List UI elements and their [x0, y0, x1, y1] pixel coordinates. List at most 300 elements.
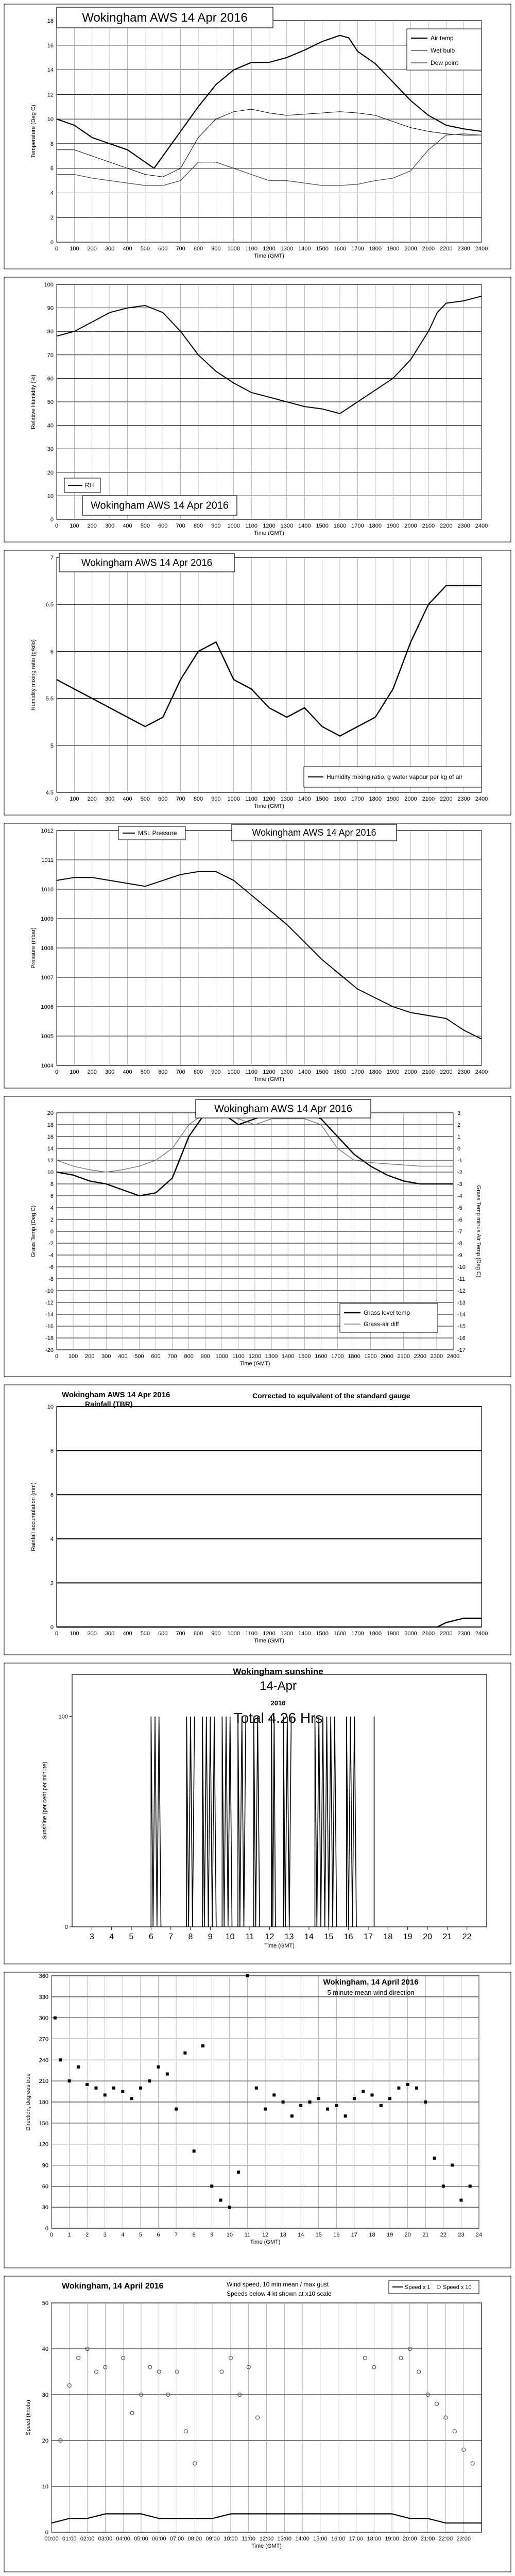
- x-tick-label: 700: [167, 1353, 177, 1360]
- x-tick-label: 400: [123, 246, 132, 252]
- x-tick-label: 1400: [298, 246, 311, 252]
- x-tick-label: 200: [87, 246, 97, 252]
- y-tick-label: 12: [47, 92, 54, 98]
- x-tick-label: 2100: [422, 523, 435, 529]
- x-tick-label: 13:00: [277, 2536, 292, 2542]
- x-tick-label: 1000: [215, 1353, 229, 1360]
- legend-label: MSL Pressure: [138, 829, 177, 837]
- chart-temperature: [0, 0, 515, 273]
- x-tick-label: 800: [193, 796, 203, 802]
- x-tick-label: 2400: [475, 246, 488, 252]
- y2-tick-label: -3: [457, 1181, 462, 1188]
- y-tick-label: 210: [39, 2078, 48, 2085]
- scatter-point: [130, 2097, 133, 2100]
- x-tick-label: 1500: [316, 1069, 329, 1075]
- y-axis-label: Sunshine (per cent per minute): [42, 1761, 48, 1840]
- y2-tick-label: -15: [457, 1324, 466, 1330]
- x-tick-label: 7: [175, 2232, 178, 2238]
- x-tick-label: 1300: [280, 246, 294, 252]
- y-tick-label: 8: [50, 1181, 54, 1188]
- x-tick-label: 02:00: [80, 2536, 95, 2542]
- x-tick-label: 14: [298, 2232, 304, 2238]
- y-tick-label: 10: [47, 1170, 54, 1176]
- y-tick-label: 1010: [41, 887, 54, 893]
- scatter-point: [255, 2087, 258, 2090]
- x-axis-label: Time (GMT): [250, 2239, 281, 2245]
- x-tick-label: 11: [244, 2232, 251, 2238]
- x-tick-label: 900: [200, 1353, 210, 1360]
- y-tick-label: 180: [39, 2099, 48, 2106]
- x-tick-label: 100: [68, 1353, 78, 1360]
- x-tick-label: 2400: [447, 1353, 460, 1360]
- legend-label: Grass-air diff: [364, 1320, 399, 1328]
- x-tick-label: 0: [55, 1631, 59, 1637]
- y-tick-label: 330: [39, 1994, 48, 2001]
- x-tick-label: 200: [84, 1353, 95, 1360]
- y-tick-label: 10: [47, 116, 54, 123]
- x-tick-label: 1200: [263, 1631, 276, 1637]
- legend-box: [340, 1303, 438, 1332]
- y2-tick-label: -13: [457, 1300, 466, 1306]
- scatter-point: [326, 2108, 329, 2111]
- x-tick-label: 100: [70, 1069, 79, 1075]
- x-tick-label: 1700: [331, 1353, 344, 1360]
- y2-tick-label: -9: [457, 1252, 462, 1259]
- x-tick-label: 9: [208, 1933, 213, 1941]
- x-tick-label: 08:00: [187, 2536, 202, 2542]
- scatter-point: [442, 2184, 445, 2188]
- x-tick-label: 1500: [316, 1631, 329, 1637]
- x-tick-label: 700: [176, 246, 185, 252]
- x-tick-label: 14:00: [295, 2536, 310, 2542]
- x-tick-label: 1100: [245, 1069, 258, 1075]
- legend-label: Speed x 1: [405, 2284, 431, 2291]
- y-tick-label: 50: [47, 399, 54, 405]
- x-tick-label: 10: [226, 2232, 233, 2238]
- x-tick-label: 10: [225, 1933, 235, 1941]
- x-tick-label: 2200: [414, 1353, 427, 1360]
- scatter-point: [459, 2199, 462, 2202]
- y-axis-label: Relative Humidity (%): [30, 375, 37, 429]
- x-tick-label: 2000: [404, 796, 417, 802]
- x-tick-label: 1300: [280, 796, 294, 802]
- y-tick-label: 60: [42, 2183, 48, 2190]
- y-tick-label: 1007: [41, 975, 54, 981]
- y-tick-label: 1004: [41, 1063, 54, 1069]
- scatter-point: [157, 2065, 160, 2069]
- y-tick-label: 30: [42, 2392, 48, 2398]
- x-tick-label: 1200: [263, 796, 276, 802]
- y2-tick-label: -2: [457, 1170, 462, 1176]
- x-tick-label: 2000: [404, 1631, 417, 1637]
- y-tick-label: 4: [50, 190, 54, 197]
- scatter-point: [353, 2097, 356, 2100]
- scatter-point: [201, 2044, 204, 2047]
- y2-tick-label: -17: [457, 1347, 466, 1353]
- x-tick-label: 20: [404, 2232, 411, 2238]
- x-tick-label: 19: [403, 1933, 413, 1941]
- y-tick-label: 40: [42, 2346, 48, 2352]
- x-tick-label: 2200: [440, 246, 453, 252]
- x-tick-label: 1700: [351, 246, 364, 252]
- x-tick-label: 1000: [227, 246, 240, 252]
- x-axis-label: Time (GMT): [254, 1638, 284, 1644]
- x-tick-label: 1100: [245, 523, 258, 529]
- chart-sunshine: [0, 1659, 515, 1968]
- y-tick-label: 30: [47, 446, 54, 453]
- x-tick-label: 2: [85, 2232, 89, 2238]
- x-tick-label: 1600: [333, 796, 347, 802]
- x-tick-label: 0: [55, 1069, 59, 1075]
- x-tick-label: 7: [168, 1933, 174, 1941]
- y-tick-label: -18: [45, 1335, 54, 1342]
- x-tick-label: 500: [140, 246, 150, 252]
- x-tick-label: 13: [284, 1933, 294, 1941]
- x-tick-label: 8: [188, 1933, 193, 1941]
- y-tick-label: 1011: [41, 857, 54, 863]
- x-tick-label: 2400: [475, 1069, 488, 1075]
- scatter-point: [54, 2016, 57, 2020]
- scatter-point: [228, 2206, 231, 2209]
- y-axis-label: Direction, degrees true: [25, 2073, 31, 2131]
- x-tick-label: 16: [344, 1933, 353, 1941]
- x-tick-label: 2200: [440, 1631, 453, 1637]
- x-tick-label: 21: [442, 1933, 452, 1941]
- scatter-point: [272, 2093, 276, 2096]
- y-tick-label: 0: [64, 1924, 68, 1930]
- chart-subtitle: Rainfall (TBR): [85, 1400, 133, 1408]
- x-tick-label: 15: [315, 2232, 322, 2238]
- chart-year: 2016: [270, 1699, 286, 1707]
- x-tick-label: 22:00: [438, 2536, 453, 2542]
- x-tick-label: 1200: [263, 1069, 276, 1075]
- scatter-point: [193, 2149, 196, 2153]
- x-tick-label: 1200: [263, 246, 276, 252]
- x-tick-label: 800: [193, 246, 203, 252]
- chart-rainfall: [0, 1381, 515, 1659]
- x-tick-label: 4: [109, 1933, 114, 1941]
- scatter-point: [183, 2052, 186, 2055]
- chart-panel-grass-temp: [0, 1092, 515, 1381]
- chart-panel-humidity: [0, 273, 515, 546]
- y-tick-label: 0: [45, 2530, 48, 2536]
- scatter-point: [121, 2090, 124, 2093]
- y-tick-label: -6: [48, 1264, 54, 1270]
- x-tick-label: 900: [211, 1069, 221, 1075]
- chart-note: Speeds below 4 kt shown at x10 scale: [227, 2290, 332, 2297]
- x-tick-label: 1900: [386, 1631, 400, 1637]
- x-tick-label: 05:00: [134, 2536, 148, 2542]
- x-tick-label: 1900: [386, 1069, 400, 1075]
- y2-tick-label: -14: [457, 1312, 466, 1318]
- y-tick-label: 30: [42, 2205, 48, 2211]
- y-tick-label: 4.5: [45, 790, 54, 796]
- y-tick-label: -2: [48, 1241, 54, 1247]
- x-tick-label: 1800: [369, 796, 382, 802]
- y-tick-label: 40: [47, 422, 54, 429]
- x-tick-label: 2200: [440, 1069, 453, 1075]
- x-tick-label: 500: [140, 523, 150, 529]
- x-tick-label: 15:00: [313, 2536, 328, 2542]
- chart-note: Corrected to equivalent of the standard gauge: [252, 1392, 410, 1400]
- x-tick-label: 1500: [316, 246, 329, 252]
- x-tick-label: 1100: [245, 1631, 258, 1637]
- x-tick-label: 300: [105, 1631, 115, 1637]
- chart-pressure: [0, 819, 515, 1092]
- x-tick-label: 300: [105, 523, 115, 529]
- x-tick-label: 1800: [348, 1353, 360, 1360]
- legend-label: Speed x 10: [443, 2284, 472, 2291]
- x-axis-label: Time (GMT): [264, 1943, 295, 1949]
- y-axis-label: Rainfall accumulation (mm): [30, 1482, 37, 1551]
- x-tick-label: 09:00: [205, 2536, 220, 2542]
- y-tick-label: 10: [47, 493, 54, 500]
- x-tick-label: 600: [158, 1069, 168, 1075]
- y-tick-label: 360: [39, 1973, 48, 1979]
- x-tick-label: 700: [176, 796, 185, 802]
- y-tick-label: 120: [39, 2141, 48, 2148]
- x-tick-label: 800: [184, 1353, 194, 1360]
- x-tick-label: 1000: [227, 1069, 240, 1075]
- x-tick-label: 900: [211, 1631, 221, 1637]
- y2-tick-label: -5: [457, 1205, 462, 1211]
- y-tick-label: 150: [39, 2120, 48, 2127]
- chart-humidity: [0, 273, 515, 546]
- chart-panel-sunshine: [0, 1659, 515, 1968]
- y2-axis-label: Grass Temp minus Air Temp (Deg C): [475, 1185, 482, 1278]
- y-axis-label: Pressure (mbar): [30, 927, 37, 969]
- x-tick-label: 0: [49, 2232, 54, 2238]
- x-tick-label: 14: [304, 1933, 314, 1941]
- x-axis-label: Time (GMT): [254, 530, 284, 536]
- chart-wind-direction: [0, 1968, 515, 2272]
- y2-tick-label: -1: [457, 1158, 462, 1164]
- x-tick-label: 1600: [315, 1353, 328, 1360]
- y-tick-label: 2: [50, 1217, 54, 1223]
- scatter-point: [246, 1974, 249, 1977]
- x-tick-label: 00:00: [44, 2536, 59, 2542]
- x-tick-label: 800: [193, 1631, 203, 1637]
- y-tick-label: 240: [39, 2057, 48, 2064]
- x-tick-label: 0: [55, 796, 59, 802]
- x-tick-label: 5: [139, 2232, 142, 2238]
- x-tick-label: 1400: [281, 1353, 295, 1360]
- x-tick-label: 2000: [404, 1069, 417, 1075]
- y-tick-label: 90: [47, 305, 54, 312]
- x-tick-label: 800: [193, 523, 203, 529]
- y-tick-label: 0: [45, 2226, 48, 2232]
- y-axis-label: Temperature (Deg C): [30, 105, 37, 158]
- y-tick-label: 2: [50, 215, 54, 222]
- x-tick-label: 4: [121, 2232, 125, 2238]
- x-tick-label: 20:00: [403, 2536, 417, 2542]
- x-tick-label: 100: [70, 1631, 79, 1637]
- y-tick-label: 0: [50, 240, 54, 246]
- x-tick-label: 23:00: [456, 2536, 471, 2542]
- x-axis-label: Time (GMT): [254, 1076, 284, 1082]
- x-tick-label: 1000: [227, 796, 240, 802]
- scatter-point: [317, 2097, 320, 2100]
- chart-wind-speed: [0, 2272, 515, 2576]
- x-tick-label: 9: [210, 2232, 214, 2238]
- chart-title: Wokingham AWS 14 Apr 2016: [252, 827, 376, 838]
- x-tick-label: 800: [193, 1069, 203, 1075]
- x-tick-label: 1300: [265, 1353, 278, 1360]
- x-tick-label: 0: [55, 1353, 59, 1360]
- x-tick-label: 0: [55, 246, 59, 252]
- x-tick-label: 300: [105, 796, 115, 802]
- y2-tick-label: -8: [457, 1241, 462, 1247]
- scatter-point: [59, 2058, 62, 2061]
- x-tick-label: 17: [364, 1933, 373, 1941]
- chart-title: Wokingham AWS 14 Apr 2016: [82, 11, 248, 25]
- x-tick-label: 06:00: [151, 2536, 166, 2542]
- x-tick-label: 03:00: [98, 2536, 113, 2542]
- y-tick-label: 270: [39, 2036, 48, 2043]
- x-tick-label: 1100: [245, 796, 258, 802]
- scatter-point: [380, 2104, 383, 2107]
- x-tick-label: 13: [280, 2232, 286, 2238]
- scatter-point: [415, 2087, 418, 2090]
- chart-title: Wokingham, 14 April 2016: [323, 1978, 419, 1987]
- x-tick-label: 2100: [422, 796, 435, 802]
- y2-tick-label: -7: [457, 1229, 462, 1235]
- x-tick-label: 300: [105, 1069, 115, 1075]
- x-tick-label: 500: [140, 1069, 150, 1075]
- x-tick-label: 1900: [386, 246, 400, 252]
- chart-subtitle: 14-Apr: [259, 1679, 297, 1693]
- x-tick-label: 200: [87, 523, 97, 529]
- x-tick-label: 1800: [369, 1069, 382, 1075]
- x-tick-label: 600: [158, 796, 168, 802]
- x-tick-label: 6: [157, 2232, 160, 2238]
- x-tick-label: 1900: [386, 796, 400, 802]
- x-tick-label: 5: [129, 1933, 134, 1941]
- scatter-point: [308, 2100, 311, 2104]
- legend-label: Humidity mixing ratio, g water vapour per kg of air: [327, 773, 463, 781]
- x-tick-label: 500: [140, 796, 150, 802]
- y-tick-label: 100: [58, 1714, 68, 1720]
- y-axis-label: Humidity mixing ratio (g/kilo): [30, 639, 37, 711]
- x-tick-label: 2100: [422, 246, 435, 252]
- x-tick-label: 1500: [316, 523, 329, 529]
- scatter-point: [85, 2083, 89, 2086]
- x-tick-label: 21: [422, 2232, 429, 2238]
- x-tick-label: 1400: [298, 523, 311, 529]
- chart-subtitle: Wind speed, 10 min mean / max gust: [227, 2281, 329, 2288]
- chart-panel-wind-speed: [0, 2272, 515, 2576]
- x-tick-label: 2000: [404, 246, 417, 252]
- x-tick-label: 0: [55, 523, 59, 529]
- chart-subtitle: 5 minute mean wind direction: [327, 1989, 415, 1996]
- x-tick-label: 18:00: [367, 2536, 382, 2542]
- y-tick-label: 1006: [41, 1004, 54, 1010]
- y-tick-label: 50: [42, 2300, 48, 2307]
- y-tick-label: 70: [47, 352, 54, 359]
- scatter-point: [77, 2065, 80, 2069]
- x-tick-label: 600: [158, 1631, 168, 1637]
- chart-total: Total 4.26 Hrs: [233, 1710, 323, 1726]
- x-tick-label: 1700: [351, 1631, 364, 1637]
- y-tick-label: 6: [50, 649, 54, 655]
- scatter-point: [237, 2171, 240, 2174]
- x-tick-label: 700: [176, 1069, 185, 1075]
- x-tick-label: 1300: [280, 1069, 294, 1075]
- x-tick-label: 10:00: [224, 2536, 238, 2542]
- y-tick-label: 18: [47, 18, 54, 24]
- y-tick-label: 80: [47, 329, 54, 335]
- x-tick-label: 1800: [369, 1631, 382, 1637]
- scatter-point: [335, 2104, 338, 2107]
- x-tick-label: 1600: [333, 1631, 347, 1637]
- x-tick-label: 1400: [298, 1631, 311, 1637]
- x-tick-label: 600: [151, 1353, 161, 1360]
- y-tick-label: -20: [45, 1347, 54, 1353]
- scatter-point: [219, 2199, 222, 2202]
- x-tick-label: 2300: [457, 1069, 470, 1075]
- x-tick-label: 300: [105, 246, 115, 252]
- x-tick-label: 1100: [232, 1353, 245, 1360]
- scatter-point: [112, 2087, 115, 2090]
- y-tick-label: -4: [48, 1252, 54, 1259]
- x-tick-label: 400: [118, 1353, 128, 1360]
- chart-title: Wokingham, 14 April 2016: [62, 2282, 164, 2291]
- y-tick-label: -14: [45, 1312, 54, 1318]
- x-tick-label: 22: [462, 1933, 472, 1941]
- x-tick-label: 2300: [457, 1631, 470, 1637]
- scatter-point: [424, 2100, 427, 2104]
- x-tick-label: 100: [70, 246, 79, 252]
- scatter-point: [451, 2164, 454, 2167]
- chart-panel-rainfall: [0, 1381, 515, 1659]
- y-tick-label: 6: [50, 165, 54, 172]
- x-tick-label: 19: [386, 2232, 393, 2238]
- chart-panel-wind-direction: [0, 1968, 515, 2272]
- x-tick-label: 2100: [397, 1353, 410, 1360]
- chart-grass-temp: [0, 1092, 515, 1381]
- x-tick-label: 01:00: [62, 2536, 77, 2542]
- y-tick-label: 5.5: [45, 696, 54, 702]
- y-tick-label: 16: [47, 1134, 54, 1140]
- scatter-point: [371, 2093, 374, 2096]
- x-tick-label: 12: [265, 1933, 274, 1941]
- x-tick-label: 2000: [404, 523, 417, 529]
- scatter-point: [282, 2100, 285, 2104]
- x-tick-label: 200: [87, 1631, 97, 1637]
- x-tick-label: 1800: [369, 523, 382, 529]
- scatter-point: [299, 2104, 302, 2107]
- y2-tick-label: 3: [457, 1110, 461, 1116]
- x-tick-label: 1200: [263, 523, 276, 529]
- x-tick-label: 17:00: [349, 2536, 364, 2542]
- y-tick-label: 1012: [41, 828, 54, 834]
- y-tick-label: 20: [42, 2438, 48, 2444]
- x-tick-label: 22: [440, 2232, 447, 2238]
- scatter-point: [139, 2087, 142, 2090]
- x-tick-label: 1000: [227, 1631, 240, 1637]
- scatter-point: [397, 2087, 400, 2090]
- x-tick-label: 18: [383, 1933, 393, 1941]
- y-tick-label: 6.5: [45, 602, 54, 608]
- scatter-point: [433, 2157, 436, 2160]
- y-tick-label: 14: [47, 1146, 54, 1152]
- x-tick-label: 2300: [457, 246, 470, 252]
- x-tick-label: 16: [333, 2232, 340, 2238]
- x-tick-label: 1700: [351, 796, 364, 802]
- scatter-point: [94, 2087, 97, 2090]
- x-tick-label: 1900: [386, 523, 400, 529]
- x-tick-label: 8: [192, 2232, 196, 2238]
